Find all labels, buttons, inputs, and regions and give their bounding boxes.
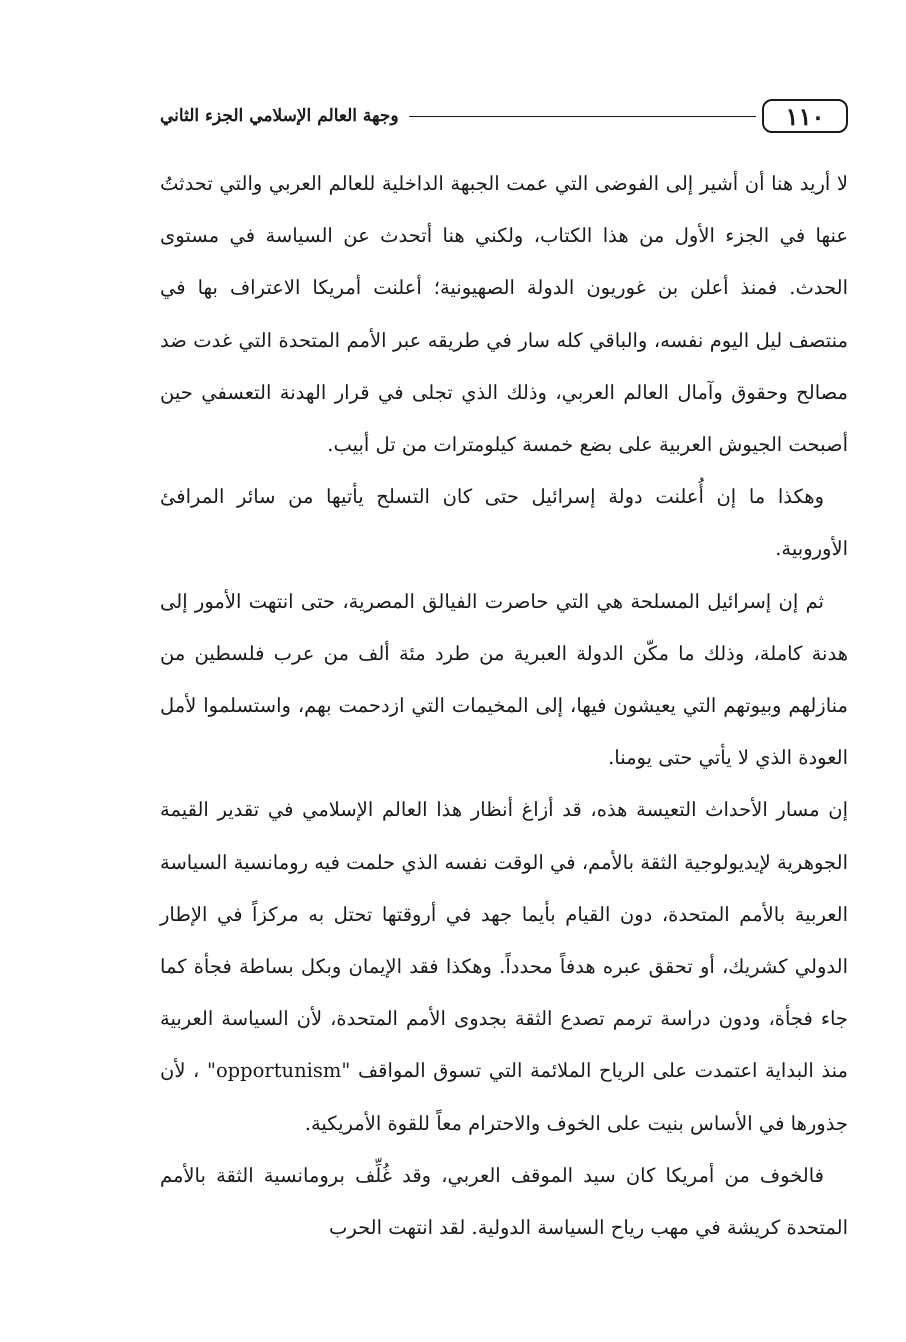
paragraph-5: فالخوف من أمريكا كان سيد الموقف العربي، وقد غُلِّف برومانسية الثقة بالأمم المتحدة كريشة في مهب رياح السياسة الدولية. لقد انتهت الحرب	[160, 1163, 848, 1240]
page-number: ١١٠	[762, 99, 848, 133]
paragraph-4	[160, 784, 848, 1149]
page-header	[160, 96, 848, 136]
paragraph-3: ثم إن إسرائيل المسلحة هي التي حاصرت الفيالق المصرية، حتى انتهت الأمور إلى هدنة كاملة، وذلك ما مكّن الدولة العبرية من طرد مئة ألف من عرب فلسطين من منازلهم وبيوتهم التي يعيشون فيها، إلى المخيمات التي ازدحمت بهم، واستسلموا لأمل العودة الذي لا يأتي حتى يومنا.	[160, 589, 848, 770]
running-title: وجهة العالم الإسلامي الجزء الثاني	[160, 106, 399, 126]
paragraph-1: لا أريد هنا أن أشير إلى الفوضى التي عمت الجبهة الداخلية للعالم العربي والتي تحدثتُ عنها في الجزء الأول من هذا الكتاب، ولكني هنا أتحدث عن السياسة في مستوى الحدث. فمنذ أعلن بن غوريون الدولة الصهيونية؛ أعلنت أمريكا الاعتراف بها في منتصف ليل اليوم نفسه، والباقي كله سار في طريقه عبر الأمم المتحدة التي غدت ضد مصالح وحقوق وآمال العالم العربي، وذلك الذي تجلى في قرار الهدنة التعسفي حين أصبحت الجيوش العربية على بضع خمسة كيلومترات من تل أبيب.	[160, 172, 848, 457]
paragraph-4-tail: ، لأن جذورها في الأساس بنيت على الخوف والاحترام معاً للقوة الأمريكية.	[160, 1059, 848, 1135]
header-rule	[409, 116, 756, 117]
paragraph-4-text: إن مسار الأحداث التعيسة هذه، قد أزاغ أنظار هذا العالم الإسلامي في تقدير القيمة الجوهرية لإيديولوجية الثقة بالأمم، في الوقت نفسه الذي حلمت فيه رومانسية السياسة العربية بالأمم المتحدة، دون القيام بأيما جهد في أروقتها تحتل به مركزاً في الإطار الدولي كشريك، أو تحقق عبره هدفاً محدداً. وهكذا فقد الإيمان وبكل بساطة فجأة كما جاء فجأة، ودون دراسة ترمم تصدع الثقة بجدوى الأمم المتحدة، لأن السياسة العربية منذ البداية اعتمدت على الرياح الملائمة التي تسوق المواقف	[160, 798, 848, 1083]
paragraph-2: وهكذا ما إن أُعلنت دولة إسرائيل حتى كان التسلح يأتيها من سائر المرافئ الأوروبية.	[160, 485, 848, 561]
english-term: "opportunism"	[206, 1059, 351, 1083]
body-text	[160, 158, 848, 1254]
